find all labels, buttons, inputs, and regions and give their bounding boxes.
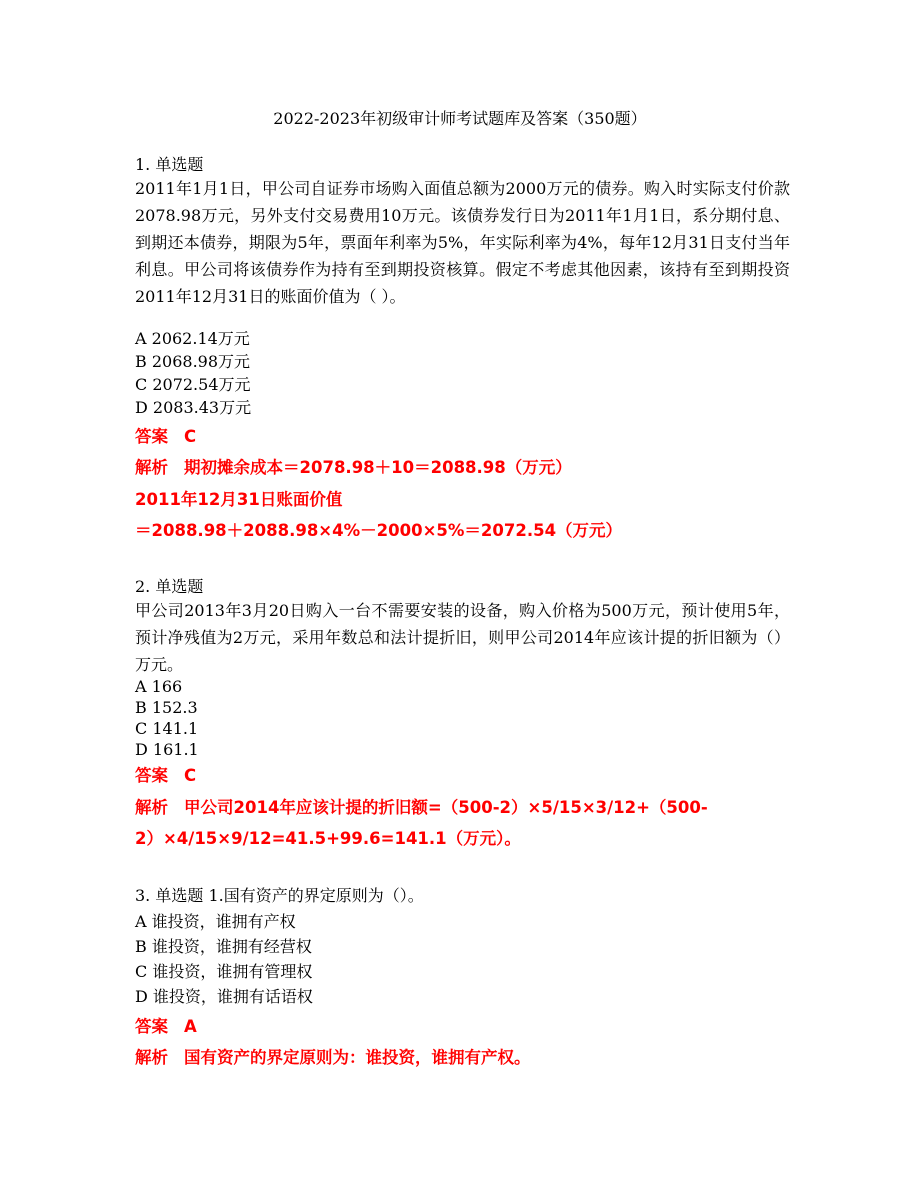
q1-option-c: C 2072.54万元 [135, 375, 251, 394]
q2-option-b: B 152.3 [135, 698, 198, 717]
q2-answer-value: C [184, 766, 197, 785]
q3-answer [135, 1016, 197, 1038]
q1-analysis-line-1: 期初摊余成本＝2078.98＋10＝2088.98（万元） [184, 458, 572, 477]
q1-answer-value: C [184, 427, 197, 446]
q3-analysis-line-1: 国有资产的界定原则为：谁投资，谁拥有产权。 [184, 1048, 531, 1067]
q2-analysis-line-1: 甲公司2014年应该计提的折旧额=（500-2）×5/15×3/12+（500- [184, 798, 708, 817]
q1-analysis-label: 解析 [135, 458, 168, 477]
q3-option-b: B 谁投资，谁拥有经营权 [135, 937, 312, 956]
q2-option-d: D 161.1 [135, 740, 199, 759]
q3-option-a: A 谁投资，谁拥有产权 [135, 912, 296, 931]
q1-analysis-line-3: ＝2088.98＋2088.98×4%－2000×5%＝2072.54（万元） [135, 521, 623, 540]
q2-answer [135, 765, 196, 787]
q3-answer-value: A [184, 1017, 197, 1036]
q1-option-a: A 2062.14万元 [135, 329, 250, 348]
q3-option-d: D 谁投资，谁拥有话语权 [135, 987, 313, 1006]
q3-analysis-label: 解析 [135, 1048, 168, 1067]
q2-option-c: C 141.1 [135, 719, 199, 738]
q3-option-c: C 谁投资，谁拥有管理权 [135, 962, 313, 981]
q2-analysis-label: 解析 [135, 798, 168, 817]
q1-answer [135, 426, 196, 448]
q3-answer-label: 答案 [135, 1017, 168, 1036]
q2-analysis-line-2: 2）×4/15×9/12=41.5+99.6=141.1（万元）。 [135, 829, 521, 848]
q1-header: 1. 单选题 [135, 155, 204, 174]
q2-analysis [135, 797, 708, 819]
q3-header: 3. 单选题 1.国有资产的界定原则为（）。 [135, 886, 424, 905]
q1-stem: 2011年1月1日，甲公司自证券市场购入面值总额为2000万元的债券。购入时实际支付价款2078.98万元，另外支付交易费用10万元。该债券发行日为2011年1月1日，系分期付息、到期还本债券，期限为5年，票面年利率为5%，年实际利率为4%，每年12月31日支付当年利息。甲公司将该债券作为持有至到期投资核算。假定不考虑其他因素，该持有至到期投资2011年12月31日的账面价值为（ ）。 [135, 179, 790, 306]
q2-stem: 甲公司2013年3月20日购入一台不需要安装的设备，购入价格为500万元，预计使用5年，预计净残值为2万元，采用年数总和法计提折旧，则甲公司2014年应该计提的折旧额为（）万元。 [135, 601, 790, 674]
q1-option-d: D 2083.43万元 [135, 398, 252, 417]
q3-analysis [135, 1047, 531, 1069]
q1-answer-label: 答案 [135, 427, 168, 446]
q1-analysis-line-2: 2011年12月31日账面价值 [135, 490, 343, 509]
q2-header: 2. 单选题 [135, 577, 204, 596]
q2-answer-label: 答案 [135, 766, 168, 785]
q1-option-b: B 2068.98万元 [135, 352, 251, 371]
document-title: 2022-2023年初级审计师考试题库及答案（350题） [273, 109, 647, 128]
q2-option-a: A 166 [135, 677, 183, 696]
q1-analysis [135, 457, 572, 479]
